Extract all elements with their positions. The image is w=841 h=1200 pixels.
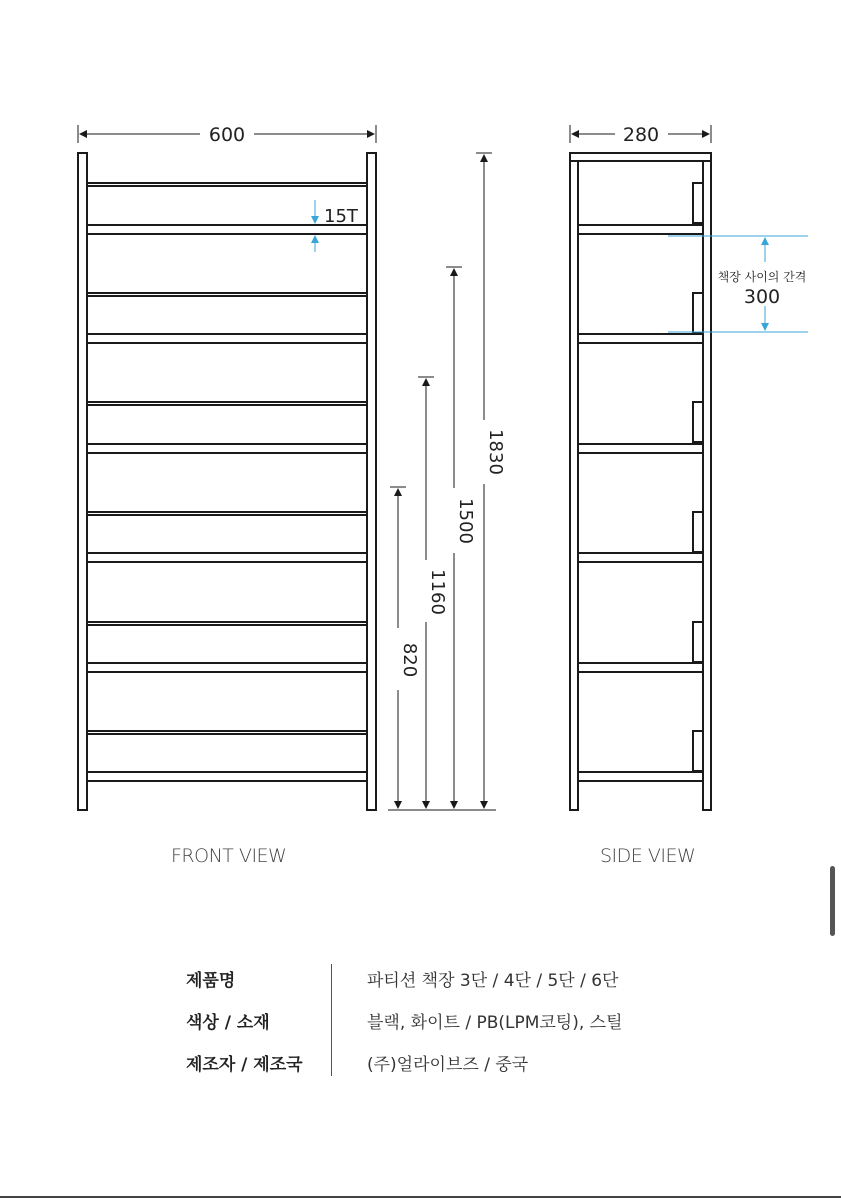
side-depth-dimension <box>570 124 711 146</box>
side-back-rails <box>693 183 703 771</box>
thickness-label: 15T <box>324 206 358 227</box>
gap-callout <box>668 236 808 332</box>
side-view-caption: SIDE VIEW <box>600 845 696 867</box>
side-rail <box>693 622 703 662</box>
front-rail <box>87 402 367 405</box>
side-rail <box>693 293 703 333</box>
side-top-bar <box>570 153 711 161</box>
side-shelf <box>578 663 703 672</box>
side-right-post <box>703 153 711 810</box>
side-shelf <box>578 772 703 781</box>
side-rail <box>693 402 703 442</box>
spec-label: 제품명 <box>186 971 236 991</box>
front-width-dimension <box>78 124 376 146</box>
spec-row-manufacturer <box>0 1050 841 1090</box>
side-rail <box>693 183 703 223</box>
bottom-divider <box>0 1196 841 1198</box>
front-left-upright <box>78 153 87 810</box>
front-shelves <box>87 183 367 781</box>
side-rail <box>693 512 703 552</box>
side-shelf <box>578 444 703 453</box>
front-rail <box>87 183 367 186</box>
front-shelf <box>87 663 367 672</box>
height-dimensions <box>388 153 496 810</box>
front-rail <box>87 293 367 296</box>
front-width-label: 600 <box>208 124 246 146</box>
height-label-1830: 1830 <box>485 429 506 475</box>
spec-row-color-material <box>0 1008 841 1048</box>
spec-label: 색상 / 소재 <box>186 1013 270 1033</box>
gap-caption: 책장 사이의 간격 <box>717 270 807 284</box>
spec-row-product <box>0 966 841 1006</box>
height-labels <box>399 429 506 677</box>
side-shelves <box>578 225 703 781</box>
side-shelf <box>578 553 703 562</box>
side-rail <box>693 731 703 771</box>
spec-value: 파티션 책장 3단 / 4단 / 5단 / 6단 <box>367 971 619 991</box>
side-shelf <box>578 334 703 343</box>
side-view <box>570 124 808 810</box>
front-rail <box>87 512 367 515</box>
front-rail <box>87 622 367 625</box>
side-shelf <box>578 225 703 234</box>
page-scrollbar[interactable] <box>830 866 835 936</box>
spec-value: 블랙, 화이트 / PB(LPM코팅), 스틸 <box>367 1013 623 1033</box>
side-left-post <box>570 153 578 810</box>
front-shelf <box>87 553 367 562</box>
side-depth-label: 280 <box>622 124 660 146</box>
gap-value: 300 <box>743 286 781 308</box>
height-label-1160: 1160 <box>427 569 448 615</box>
front-rail <box>87 731 367 734</box>
front-shelf <box>87 334 367 343</box>
spec-value: (주)얼라이브즈 / 중국 <box>367 1055 529 1075</box>
height-label-1500: 1500 <box>455 498 476 544</box>
height-label-820: 820 <box>399 642 420 678</box>
front-shelf <box>87 444 367 453</box>
front-view-caption: FRONT VIEW <box>171 845 287 867</box>
front-shelf <box>87 772 367 781</box>
spec-label: 제조자 / 제조국 <box>186 1055 303 1075</box>
front-view <box>78 124 506 810</box>
front-right-upright <box>367 153 376 810</box>
